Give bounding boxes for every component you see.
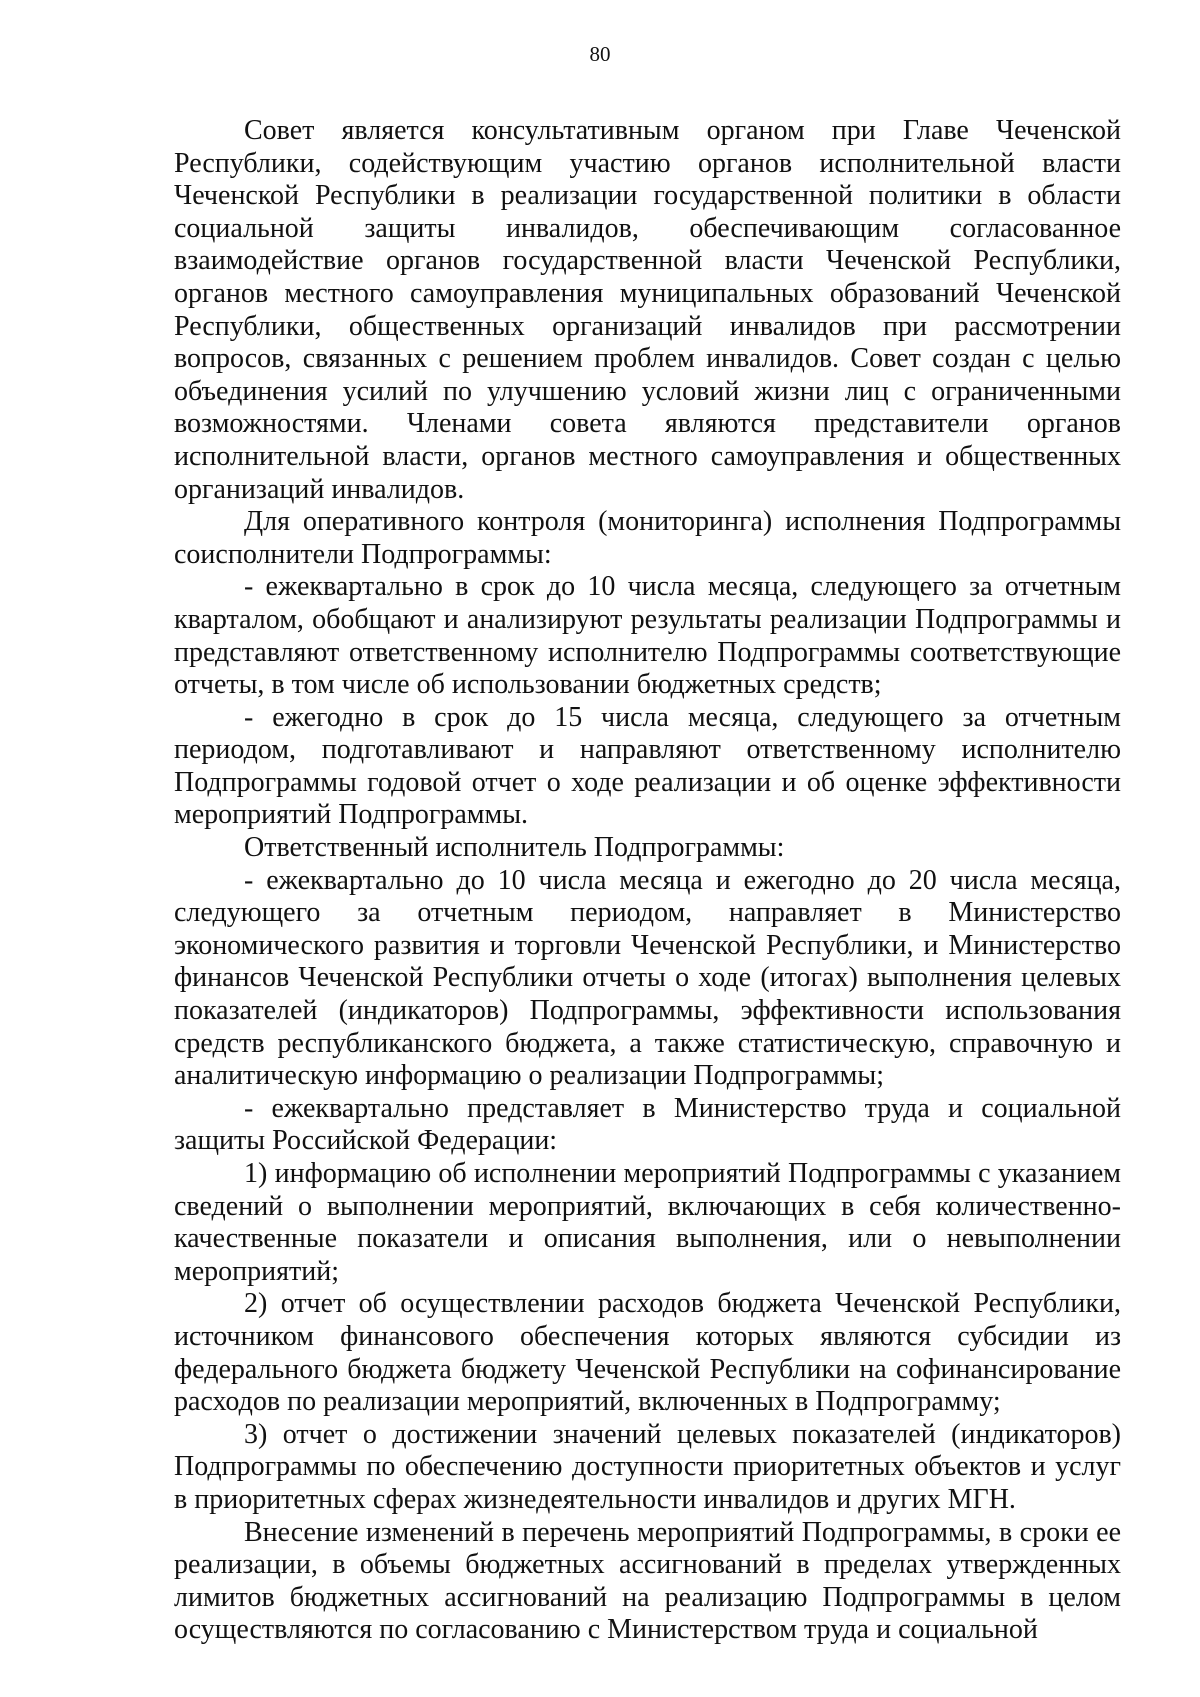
paragraph: Внесение изменений в перечень мероприятий Подпрограммы, в сроки ее реализации, в объемы бюджетных ассигнований в пределах утвержденных лимитов бюджетных ассигнований на реализацию Подпрограммы в целом осуществляются по согласованию с Министерством труда и социальной xyxy=(174,1516,1121,1646)
paragraph: Для оперативного контроля (мониторинга) исполнения Подпрограммы соисполнители Подпрограммы: xyxy=(174,506,1121,570)
document-body xyxy=(174,115,1121,1647)
paragraph: 1) информацию об исполнении мероприятий Подпрограммы с указанием сведений о выполнении мероприятий, включающих в себя количественно-качественные показатели и описания выполнения, или о невыполнении мероприятий; xyxy=(174,1158,1121,1287)
paragraph: Совет является консультативным органом при Главе Чеченской Республики, содействующим участию органов исполнительной власти Чеченской Республики в реализации государственной политики в области социальной защиты инвалидов, обеспечивающим согласованное взаимодействие органов государственной власти Чеченской Республики, органов местного самоуправления муниципальных образований Чеченской Республики, общественных организаций инвалидов при рассмотрении вопросов, связанных с решением проблем инвалидов. Совет создан с целью объединения усилий по улучшению условий жизни лиц с ограниченными возможностями. Членами совета являются представители органов исполнительной власти, органов местного самоуправления и общественных организаций инвалидов. xyxy=(174,115,1121,505)
paragraph: - ежеквартально в срок до 10 числа месяца, следующего за отчетным кварталом, обобщают и анализируют результаты реализации Подпрограммы и представляют ответственному исполнителю Подпрограммы соответствующие отчеты, в том числе об использовании бюджетных средств; xyxy=(174,571,1121,701)
paragraph: - ежеквартально до 10 числа месяца и ежегодно до 20 числа месяца, следующего за отчетным периодом, направляет в Министерство экономического развития и торговли Чеченской Республики, и Министерство финансов Чеченской Республики отчеты о ходе (итогах) выполнения целевых показателей (индикаторов) Подпрограммы, эффективности использования средств республиканского бюджета, а также статистическую, справочную и аналитическую информацию о реализации Подпрограммы; xyxy=(174,864,1121,1092)
paragraph: 3) отчет о достижении значений целевых показателей (индикаторов) Подпрограммы по обеспечению доступности приоритетных объектов и услуг в приоритетных сферах жизнедеятельности инвалидов и других МГН. xyxy=(174,1418,1121,1515)
page-number: 80 xyxy=(589,42,611,66)
paragraph: - ежегодно в срок до 15 числа месяца, следующего за отчетным периодом, подготавливают и направляют ответственному исполнителю Подпрограммы годовой отчет о ходе реализации и об оценке эффективности мероприятий Подпрограммы. xyxy=(174,701,1121,831)
paragraph: Ответственный исполнитель Подпрограммы: xyxy=(244,832,785,864)
paragraph: 2) отчет об осуществлении расходов бюджета Чеченской Республики, источником финансового обеспечения которых являются субсидии из федерального бюджета бюджету Чеченской Республики на софинансирование расходов по реализации мероприятий, включенных в Подпрограмму; xyxy=(174,1288,1121,1418)
paragraph: - ежеквартально представляет в Министерство труда и социальной защиты Российской Федерации: xyxy=(174,1092,1121,1157)
